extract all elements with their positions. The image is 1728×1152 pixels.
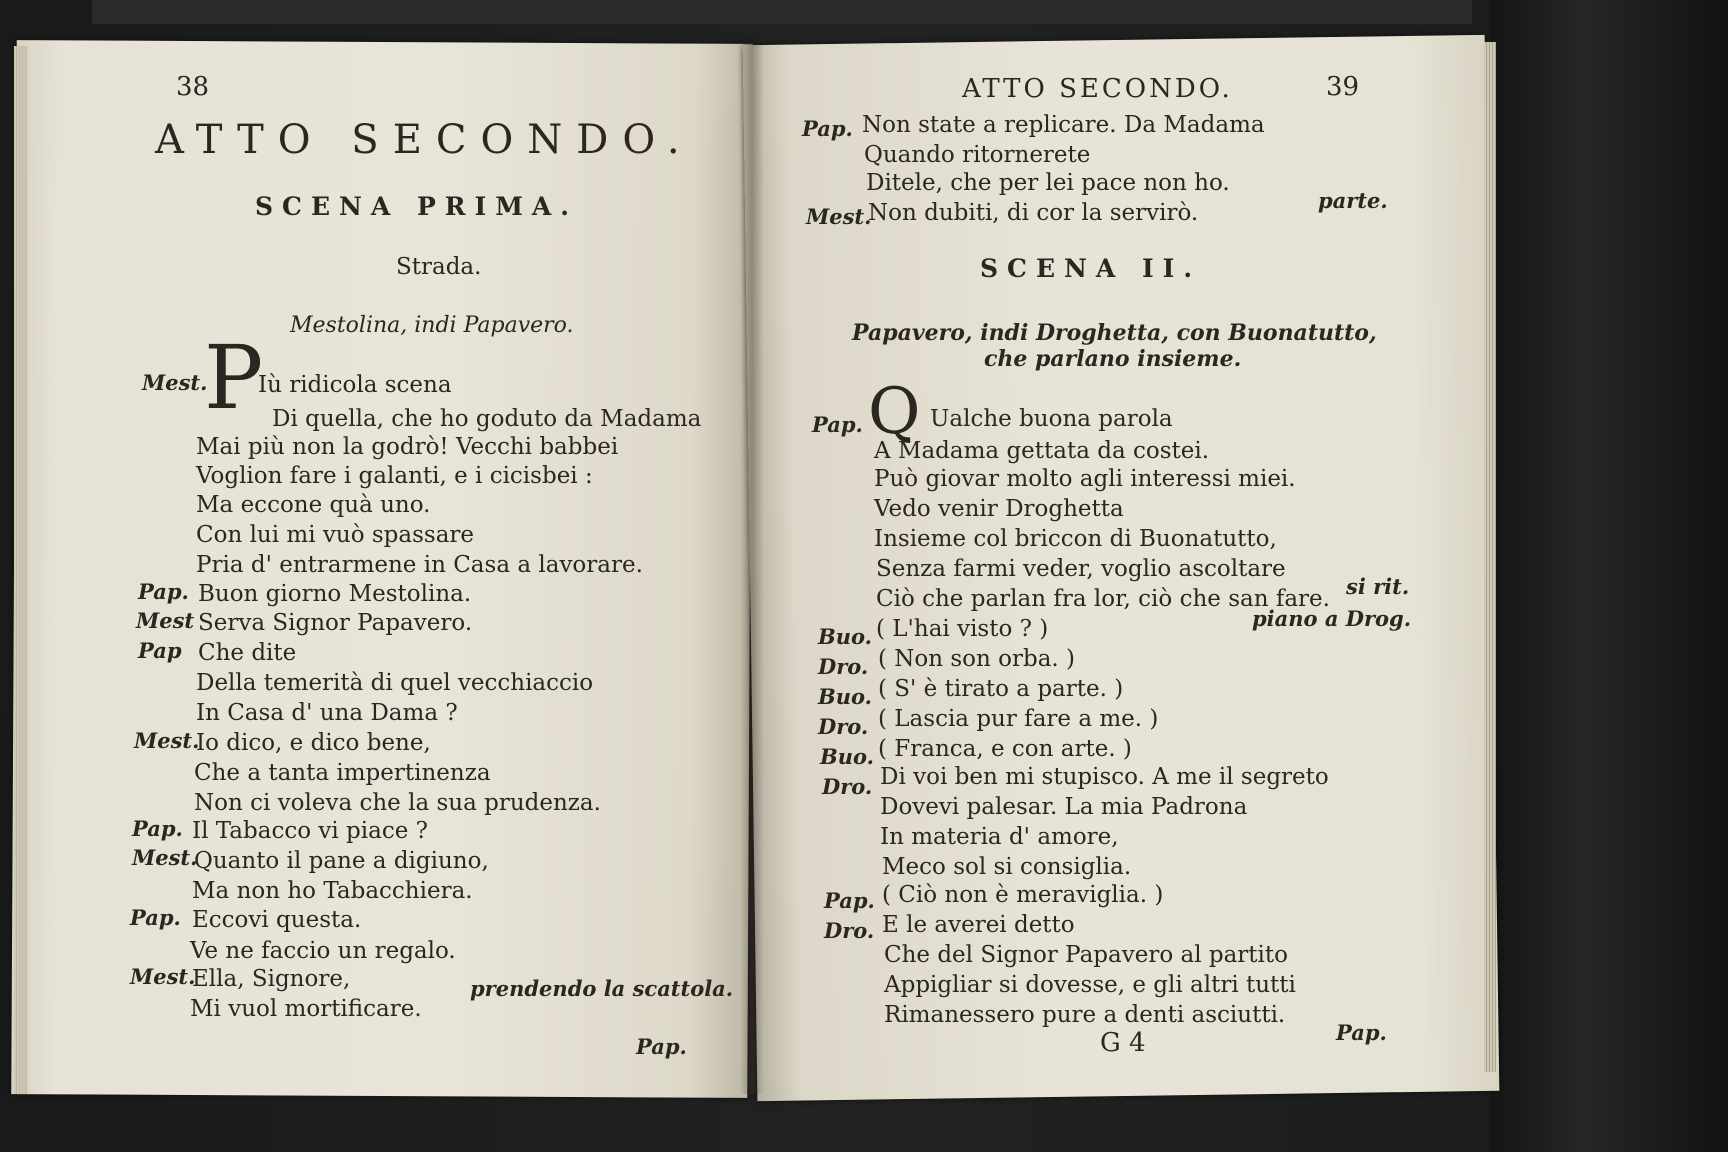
verse-line: Non ci voleva che la sua prudenza. — [194, 790, 601, 816]
verse-line: ( Lascia pur fare a me. ) — [878, 706, 1159, 732]
running-head: ATTO SECONDO. — [962, 74, 1233, 104]
verse-line: Che del Signor Papavero al partito — [884, 942, 1288, 968]
verse-line: A Madama gettata da costei. — [874, 438, 1210, 464]
catchword-right: Pap. — [1336, 1020, 1387, 1045]
speaker-label: Pap — [138, 638, 182, 663]
verse-line: Io dico, e dico bene, — [196, 730, 431, 756]
verse-line: Rimanessero pure a denti asciutti. — [884, 1002, 1286, 1028]
speaker-label: Mest. — [132, 845, 198, 870]
verse-line: Mi vuol mortificare. — [190, 996, 422, 1022]
speaker-label: Dro. — [824, 918, 875, 943]
catchword-left: Pap. — [636, 1034, 687, 1059]
verse-line: Serva Signor Papavero. — [198, 610, 473, 636]
right-shadow — [1490, 0, 1728, 1152]
characters: che parlano insieme. — [984, 346, 1242, 372]
book-gutter — [740, 44, 764, 1094]
verse-line: ( L'hai visto ? ) — [876, 616, 1049, 642]
speaker-label: Pap. — [824, 888, 875, 913]
speaker-label: Buo. — [818, 624, 872, 649]
speaker-label: Mest. — [142, 370, 208, 395]
setting: Strada. — [396, 254, 482, 280]
speaker-label: Dro. — [818, 714, 869, 739]
verse-line: Ditele, che per lei pace non ho. — [866, 170, 1230, 196]
verse-line: Ella, Signore, — [192, 966, 351, 992]
drop-cap: P — [204, 326, 264, 429]
speaker-label: Mest — [136, 608, 195, 633]
verse-line: Insieme col briccon di Buonatutto, — [874, 526, 1277, 552]
verse-line: Può giovar molto agli interessi miei. — [874, 466, 1296, 492]
aside-direction: si rit. — [1346, 574, 1410, 599]
verse-line: Il Tabacco vi piace ? — [192, 818, 428, 844]
signature-mark: G 4 — [1100, 1028, 1146, 1058]
verse-line: Che dite — [198, 640, 297, 666]
verse-line: Buon giorno Mestolina. — [198, 581, 472, 607]
verse-line: ( Non son orba. ) — [878, 646, 1076, 672]
speaker-label: Mest. — [806, 204, 872, 229]
act-title: ATTO SECONDO. — [155, 117, 694, 163]
verse-line: In Casa d' una Dama ? — [196, 700, 458, 726]
verse-line: Pria d' entrarmene in Casa a lavorare. — [196, 552, 643, 578]
speaker-label: Dro. — [822, 774, 873, 799]
verse-line: ( Franca, e con arte. ) — [878, 736, 1132, 762]
verse-line: Che a tanta impertinenza — [194, 760, 491, 786]
verse-line: Con lui mi vuò spassare — [196, 522, 475, 548]
verse-line: Quando ritornerete — [864, 142, 1091, 168]
verse-line: Quanto il pane a digiuno, — [194, 848, 489, 874]
left-page-edges — [14, 46, 28, 1094]
top-board — [92, 0, 1472, 24]
page-number-right: 39 — [1326, 72, 1360, 102]
page-number-left: 38 — [176, 72, 210, 102]
verse-line: Non dubiti, di cor la servirò. — [868, 200, 1199, 226]
right-page-edges — [1484, 42, 1496, 1072]
scene-title: SCENA II. — [980, 254, 1202, 283]
verse-line: Ciò che parlan fra lor, ciò che san fare. — [876, 586, 1330, 612]
drop-cap: Q — [868, 375, 921, 449]
speaker-label: Dro. — [818, 654, 869, 679]
stage-direction: prendendo la scattola. — [470, 976, 734, 1001]
verse-line: Di quella, che ho goduto da Madama — [272, 406, 702, 432]
verse-line: Ma non ho Tabacchiera. — [192, 878, 473, 904]
verse-line: Dovevi palesar. La mia Padrona — [880, 794, 1248, 820]
verse-line: Ve ne faccio un regalo. — [190, 938, 456, 964]
verse-line: ( Ciò non è meraviglia. ) — [882, 882, 1164, 908]
speaker-label: Pap. — [812, 412, 863, 437]
verse-line: Meco sol si consiglia. — [882, 854, 1132, 880]
verse-line: Voglion fare i galanti, e i cicisbei : — [196, 463, 593, 489]
verse-line: In materia d' amore, — [880, 824, 1119, 850]
verse-line: Mai più non la godrò! Vecchi babbei — [196, 434, 619, 460]
exit-direction: parte. — [1318, 188, 1388, 213]
verse-line: Vedo venir Droghetta — [874, 496, 1124, 522]
verse-line: ( S' è tirato a parte. ) — [878, 676, 1124, 702]
verse-line: Non state a replicare. Da Madama — [862, 112, 1265, 138]
verse-line: Eccovi questa. — [192, 907, 362, 933]
speaker-label: Mest. — [134, 728, 200, 753]
speaker-label: Pap. — [130, 905, 181, 930]
scene-title: SCENA PRIMA. — [255, 192, 579, 221]
verse-line: Ualche buona parola — [930, 406, 1173, 432]
speaker-label: Pap. — [132, 816, 183, 841]
speaker-label: Buo. — [818, 684, 872, 709]
characters: Papavero, indi Droghetta, con Buonatutto, — [852, 320, 1377, 346]
speaker-label: Mest. — [130, 964, 196, 989]
speaker-label: Pap. — [138, 579, 189, 604]
verse-line: Ma eccone quà uno. — [196, 492, 431, 518]
verse-line: Iù ridicola scena — [258, 372, 452, 398]
verse-line: Della temerità di quel vecchiaccio — [196, 670, 594, 696]
verse-line: Di voi ben mi stupisco. A me il segreto — [880, 764, 1329, 790]
verse-line: Senza farmi veder, voglio ascoltare — [876, 556, 1286, 582]
speaker-label: Buo. — [820, 744, 874, 769]
speaker-label: Pap. — [802, 116, 853, 141]
verse-line: E le averei detto — [882, 912, 1075, 938]
aside-direction: piano a Drog. — [1252, 606, 1412, 631]
verse-line: Appigliar si dovesse, e gli altri tutti — [884, 972, 1296, 998]
characters: Mestolina, indi Papavero. — [290, 313, 574, 338]
